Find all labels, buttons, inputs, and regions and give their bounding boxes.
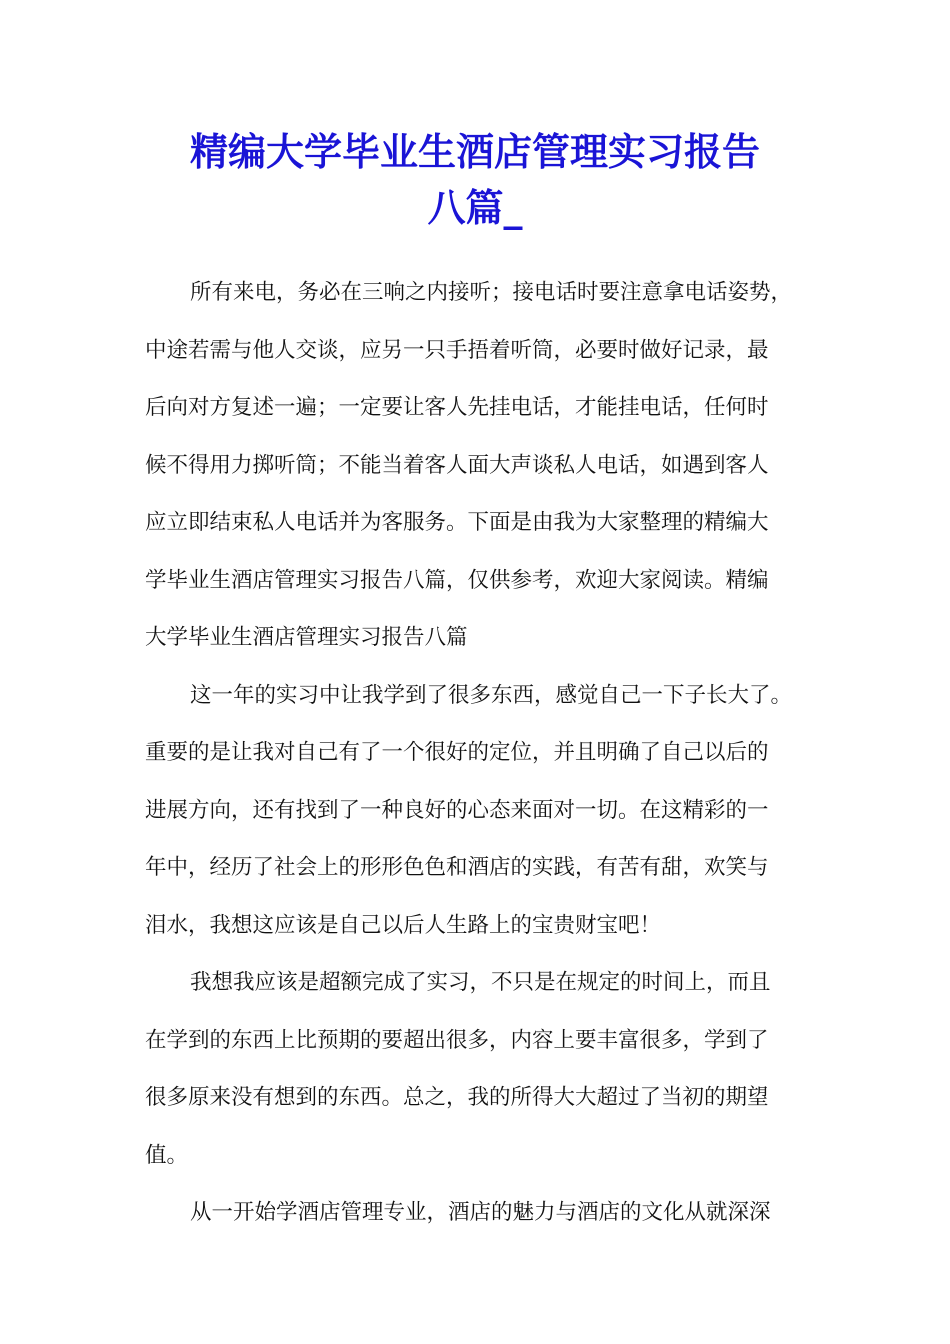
text-line: 年中，经历了社会上的形形色色和酒店的实践，有苦有甜，欢笑与 [145,855,769,880]
document-body [145,264,810,1242]
text-line: 所有来电，务必在三响之内接听；接电话时要注意拿电话姿势， [190,280,793,305]
paragraph [145,954,810,1184]
paragraph [145,667,810,955]
text-line: 候不得用力掷听筒；不能当着客人面大声谈私人电话，如遇到客人 [145,452,769,478]
text-line: 很多原来没有想到的东西。总之，我的所得大大超过了当初的期望 [145,1085,769,1110]
text-line: 后向对方复述一遍；一定要让客人先挂电话，才能挂电话，任何时 [145,395,769,420]
text-line: 中途若需与他人交谈，应另一只手捂着听筒，必要时做好记录，最 [145,337,769,363]
text-line: 从一开始学酒店管理专业，酒店的魅力与酒店的文化从就深深 [190,1200,771,1225]
paragraph [145,1184,810,1242]
title-line: 精编大学毕业生酒店管理实习报告 [189,129,760,174]
text-line: 应立即结束私人电话并为客服务。下面是由我为大家整理的精编大 [145,510,769,535]
text-line: 重要的是让我对自己有了一个很好的定位，并且明确了自己以后的 [145,740,769,765]
text-line: 值。 [145,1142,189,1168]
text-line: 泪水，我想这应该是自己以后人生路上的宝贵财宝吧！ [145,912,662,938]
text-line: 我想我应该是超额完成了实习，不只是在规定的时间上，而且 [190,970,771,995]
text-line: 这一年的实习中让我学到了很多东西，感觉自己一下子长大了。 [190,682,793,708]
text-line: 大学毕业生酒店管理实习报告八篇 [145,625,468,650]
document-title [130,124,820,236]
text-line: 进展方向，还有找到了一种良好的心态来面对一切。在这精彩的一 [145,797,769,823]
title-line: 八篇_ [427,185,523,230]
paragraph [145,264,810,667]
text-line: 学毕业生酒店管理实习报告八篇，仅供参考，欢迎大家阅读。精编 [145,567,769,593]
text-line: 在学到的东西上比预期的要超出很多，内容上要丰富很多，学到了 [145,1027,769,1053]
